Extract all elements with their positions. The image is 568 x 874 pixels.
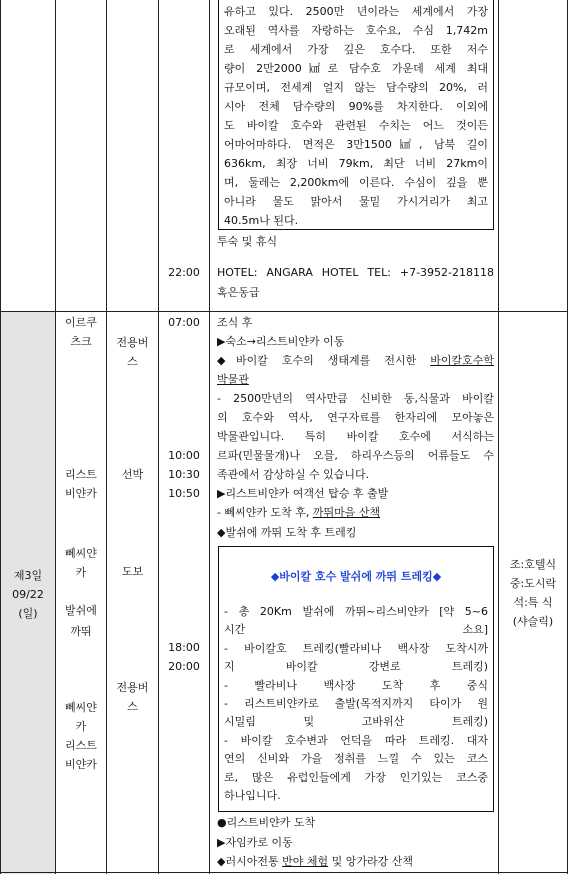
day-date: 09/22	[12, 588, 44, 601]
time-0700: 07:00	[168, 316, 200, 329]
text-line: 시간 소요]	[224, 623, 488, 637]
place-bolshie: 뻬씨얀	[65, 547, 97, 560]
place-listvyanka: 리스트	[65, 468, 97, 481]
text-line: - 총 20Km 발쉬에 까뛰~리스비얀카 [약 5~6	[224, 605, 488, 618]
hotel-grade: 혹은동급	[217, 286, 260, 299]
day-weekday: (일)	[18, 607, 38, 620]
schedule-breakfast: 조식 후	[217, 316, 253, 329]
time-1030: 10:30	[168, 468, 200, 481]
text-line: - 빨라비나 백사장 도착 후 중식	[224, 678, 488, 692]
transport-bus: 스	[127, 355, 138, 368]
text-line: 로, 많은 유럽인들에게 가장 인기있는 코스중	[224, 770, 488, 784]
grid-line	[158, 0, 159, 874]
text-line: 시아 전체 담수량의 90%를 차지한다. 이외에	[224, 100, 488, 113]
transport-bus: 스	[127, 700, 138, 713]
time-1800: 18:00	[168, 641, 200, 654]
arrive-prefix: - 뻬씨얀카 도착 후,	[217, 506, 313, 519]
schedule-arrive	[217, 503, 380, 522]
grid-line	[0, 0, 1, 874]
time-2200: 22:00	[168, 266, 200, 279]
text-line: 하나입니다.	[224, 789, 281, 802]
text-line: 로 세계에서 가장 깊은 호수다. 또한 저수	[224, 43, 488, 56]
text-line: 족관에서 감상하실 수 있습니다.	[217, 468, 370, 481]
banya-experience: 반야 체험	[282, 855, 329, 868]
schedule-move-zaimka: ▶자임카로 이동	[217, 836, 293, 849]
schedule-move: ▶숙소→리스트비얀카 이동	[217, 335, 345, 348]
row-divider	[0, 311, 568, 312]
schedule-banya	[217, 852, 413, 871]
trekking-title: ◆바이칼 호수 발쉬에 까뛰 트레킹◆	[270, 570, 442, 583]
schedule-museum-cont	[217, 370, 249, 389]
place-irkutsk: 이르쿠	[65, 316, 97, 329]
grid-line	[498, 0, 499, 874]
transport-walk: 도보	[121, 565, 144, 578]
text-line: 연의 신비와 가을 정취를 느낄 수 있는 코스	[224, 752, 488, 766]
banya-suffix: 및 앙가라강 산책	[328, 855, 413, 868]
meal-breakfast: 조:호텔식	[509, 558, 557, 571]
place-irkutsk: 츠크	[70, 335, 92, 348]
museum-name: 바이칼호수학	[430, 354, 494, 367]
place-listvyanka: 비얀카	[65, 758, 97, 771]
text-line: 박물관입니다. 특히 바이칼 호수에 서식하는	[217, 430, 494, 443]
text-line: 량이 2만2000㎢로 담수호 가운데 세계 최대	[224, 62, 488, 75]
place-bolshie: 카	[75, 720, 87, 733]
transport-ship: 선박	[121, 468, 144, 481]
text-line: 636km, 최장 너비 79km, 최단 너비 27km이	[224, 157, 488, 170]
rest-text: 투숙 및 휴식	[217, 235, 278, 248]
time-2000: 20:00	[168, 660, 200, 673]
text-line: - 바이칼호 트레킹(빨라비나 백사장 도착시까	[224, 641, 488, 655]
schedule-ferry: ▶리스트비얀카 여객선 탑승 후 출발	[217, 487, 389, 500]
schedule-trek-start: ◆발쉬에 까뛰 도착 후 트레킹	[217, 526, 357, 539]
grid-line	[106, 0, 107, 874]
transport-bus: 전용버	[116, 336, 149, 349]
text-line: 며, 둘레는 2,200km에 이른다. 수심이 깊을 뿐	[224, 176, 488, 189]
text-line: 유하고 있다. 2500만 년이라는 세계에서 가장	[224, 5, 488, 18]
meal-lunch: 중:도시락	[509, 577, 557, 590]
museum-name: 박물관	[217, 373, 249, 386]
place-listvyanka: 리스트	[65, 739, 97, 752]
text-line: 어마어마하다. 면적은 3만1500㎢, 남북 길이	[224, 138, 488, 151]
text-line: 의 호수와 역사, 연구자료를 한자리에 모아놓은	[217, 411, 494, 424]
text-line: 르파(민물물개)나 오믈, 하리우스등의 어류들도 수	[217, 449, 494, 462]
time-1000: 10:00	[168, 449, 200, 462]
text-line: 시밀림 및 고바위산 트레킹)	[224, 715, 488, 729]
place-listvyanka: 비얀카	[65, 487, 97, 500]
text-line: 아니라 물도 맑아서 물밑 가시거리가 최고	[224, 195, 488, 208]
text-line: - 리스트비얀카로 출발(목적지까지 타이가 원	[224, 697, 488, 710]
text-line: 규모이며, 전세계 얼지 않는 담수량의 20%, 러	[224, 81, 488, 94]
text-line: 지 바이칼 강변로 트레킹)	[224, 660, 488, 674]
text-line: 40.5m나 된다.	[224, 214, 299, 227]
meal-dinner: 석:특 식	[513, 596, 553, 609]
text-line: - 2500만년의 역사만큼 신비한 동,식물과 바이칼	[217, 392, 494, 405]
museum-prefix: ◆바이칼 호수의 생태계를 전시한	[217, 354, 431, 367]
schedule-museum	[217, 351, 494, 370]
place-bolshie: 카	[75, 566, 87, 579]
place-port-baikal: 까뛰	[70, 625, 92, 638]
text-line: 오래된 역사를 자랑하는 호수요, 수심 1,742m	[224, 24, 488, 37]
place-bolshie: 뻬씨얀	[65, 701, 97, 714]
arrive-walk: 까뛰마을 산책	[312, 506, 381, 519]
banya-prefix: ◆러시아전통	[217, 855, 283, 868]
text-line: - 바이칼 호수변과 언덕을 따라 트레킹. 대자	[224, 733, 488, 747]
place-port-baikal: 발쉬에	[65, 604, 97, 617]
grid-line	[209, 0, 210, 874]
day-label: 제3일	[13, 569, 43, 582]
meal-dinner-note: (샤슬릭)	[512, 615, 554, 628]
row-divider	[0, 872, 568, 873]
text-line: 도 바이칼 호수와 관련된 수치는 어느 것이든	[224, 119, 488, 132]
transport-bus: 전용버	[116, 681, 149, 694]
hotel-line: HOTEL: ANGARA HOTEL TEL: +7-3952-218118	[217, 266, 494, 279]
time-1050: 10:50	[168, 487, 200, 500]
schedule-arrive-listvyanka: ●리스트비얀카 도착	[217, 816, 316, 829]
